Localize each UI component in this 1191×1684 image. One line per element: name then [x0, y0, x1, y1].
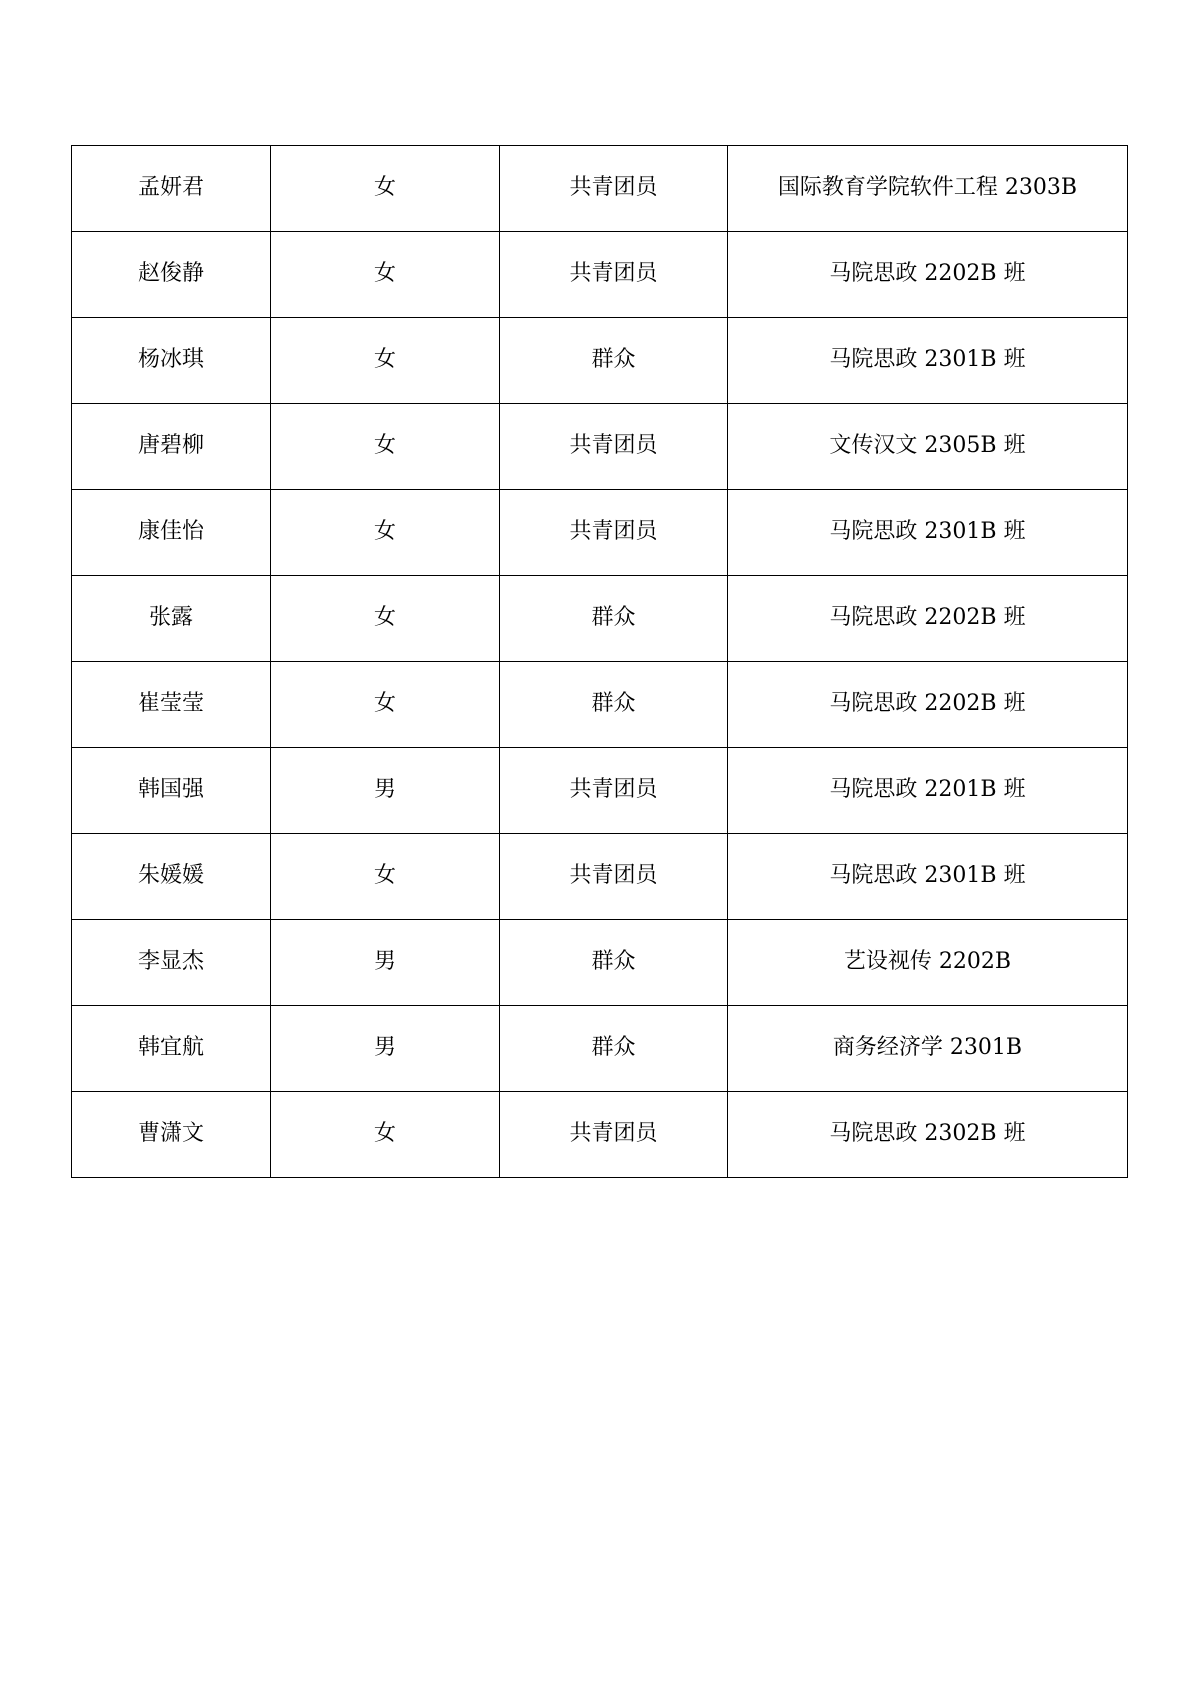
political-status-cell: 群众	[500, 318, 728, 404]
gender-cell: 男	[271, 920, 500, 1006]
gender-cell: 女	[271, 232, 500, 318]
name-cell: 杨冰琪	[72, 318, 271, 404]
name-cell: 唐碧柳	[72, 404, 271, 490]
gender-cell: 女	[271, 318, 500, 404]
gender-cell: 女	[271, 146, 500, 232]
name-cell: 李显杰	[72, 920, 271, 1006]
political-status-cell: 群众	[500, 662, 728, 748]
political-status-cell: 共青团员	[500, 748, 728, 834]
class-cell: 商务经济学 2301B	[728, 1006, 1128, 1092]
class-cell: 马院思政 2301B 班	[728, 490, 1128, 576]
name-cell: 崔莹莹	[72, 662, 271, 748]
member-table	[71, 145, 1128, 1178]
table-row	[72, 662, 1128, 748]
name-cell: 赵俊静	[72, 232, 271, 318]
political-status-cell: 共青团员	[500, 834, 728, 920]
class-cell: 马院思政 2201B 班	[728, 748, 1128, 834]
table-row	[72, 232, 1128, 318]
name-cell: 孟妍君	[72, 146, 271, 232]
gender-cell: 女	[271, 576, 500, 662]
table-row	[72, 576, 1128, 662]
class-cell: 马院思政 2202B 班	[728, 662, 1128, 748]
class-cell: 马院思政 2202B 班	[728, 232, 1128, 318]
gender-cell: 男	[271, 748, 500, 834]
table-row	[72, 490, 1128, 576]
name-cell: 韩宜航	[72, 1006, 271, 1092]
class-cell: 马院思政 2301B 班	[728, 834, 1128, 920]
gender-cell: 女	[271, 662, 500, 748]
class-cell: 国际教育学院软件工程 2303B	[728, 146, 1128, 232]
political-status-cell: 共青团员	[500, 232, 728, 318]
gender-cell: 女	[271, 834, 500, 920]
table-row	[72, 748, 1128, 834]
class-cell: 艺设视传 2202B	[728, 920, 1128, 1006]
class-cell: 文传汉文 2305B 班	[728, 404, 1128, 490]
gender-cell: 男	[271, 1006, 500, 1092]
table-row	[72, 1006, 1128, 1092]
political-status-cell: 共青团员	[500, 146, 728, 232]
class-cell: 马院思政 2302B 班	[728, 1092, 1128, 1178]
political-status-cell: 共青团员	[500, 490, 728, 576]
gender-cell: 女	[271, 404, 500, 490]
table-row	[72, 920, 1128, 1006]
table-row	[72, 318, 1128, 404]
table-row	[72, 834, 1128, 920]
name-cell: 韩国强	[72, 748, 271, 834]
class-cell: 马院思政 2301B 班	[728, 318, 1128, 404]
name-cell: 朱媛媛	[72, 834, 271, 920]
name-cell: 康佳怡	[72, 490, 271, 576]
name-cell: 张露	[72, 576, 271, 662]
table-row	[72, 404, 1128, 490]
name-cell: 曹潇文	[72, 1092, 271, 1178]
class-cell: 马院思政 2202B 班	[728, 576, 1128, 662]
political-status-cell: 共青团员	[500, 404, 728, 490]
political-status-cell: 群众	[500, 1006, 728, 1092]
political-status-cell: 共青团员	[500, 1092, 728, 1178]
table-row	[72, 1092, 1128, 1178]
table-row	[72, 146, 1128, 232]
political-status-cell: 群众	[500, 920, 728, 1006]
political-status-cell: 群众	[500, 576, 728, 662]
gender-cell: 女	[271, 490, 500, 576]
gender-cell: 女	[271, 1092, 500, 1178]
